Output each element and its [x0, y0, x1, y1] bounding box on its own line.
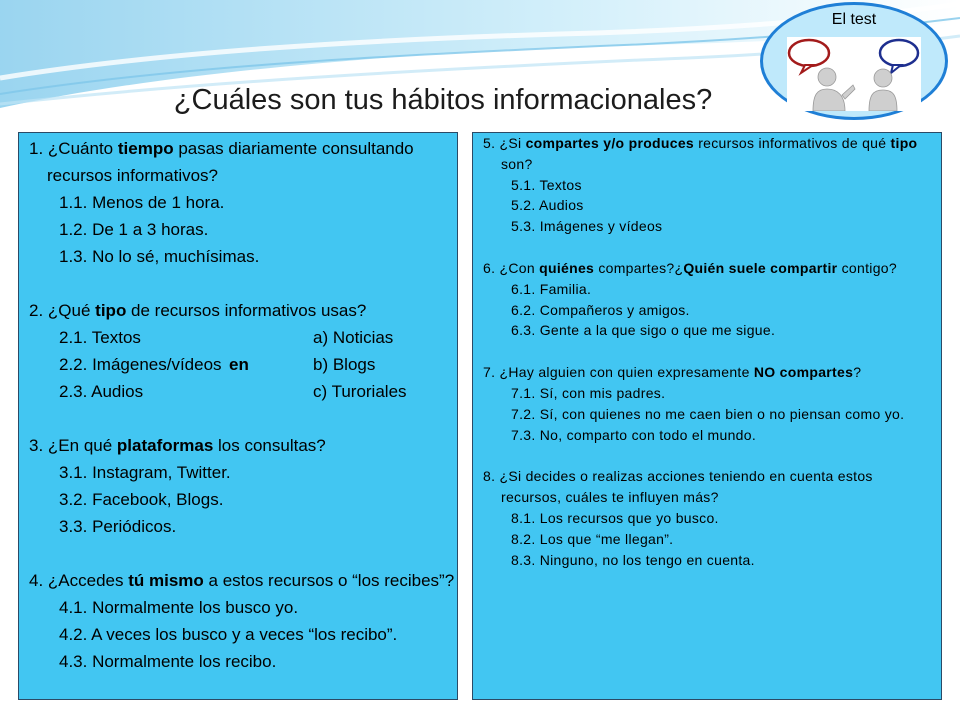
- option-row-2-1: 2.1. Textos a) Noticias: [59, 328, 394, 347]
- option-6-2: 6.2. Compañeros y amigos.: [511, 301, 690, 318]
- option-4-2: 4.2. A veces los busco y a veces “los recibo”.: [59, 625, 398, 644]
- option-1-3: 1.3. No lo sé, muchísimas.: [59, 247, 260, 266]
- option-7-3: 7.3. No, comparto con todo el mundo.: [511, 426, 757, 443]
- option-5-1: 5.1. Textos: [511, 176, 582, 193]
- question-4: 4. ¿Accedes tú mismo a estos recursos o “los recibes”?: [29, 571, 455, 590]
- question-7: 7. ¿Hay alguien con quien expresamente NO compartes?: [483, 364, 862, 381]
- option-row-2-2: 2.2. Imágenes/vídeos en b) Blogs: [59, 355, 376, 374]
- option-7-1: 7.1. Sí, con mis padres.: [511, 384, 666, 401]
- option-7-2: 7.2. Sí, con quienes no me caen bien o no piensan como yo.: [511, 405, 905, 422]
- option-row-2-3: 2.3. Audios c) Turoriales: [59, 382, 407, 401]
- option-5-2: 5.2. Audios: [511, 197, 584, 214]
- question-6: 6. ¿Con quiénes compartes?¿Quién suele compartir contigo?: [483, 259, 897, 276]
- page-title: ¿Cuáles son tus hábitos informacionales?: [173, 84, 713, 116]
- conversation-illustration: [787, 37, 921, 111]
- question-3: 3. ¿En qué plataformas los consultas?: [29, 436, 326, 455]
- person-left-icon: [813, 68, 855, 111]
- right-question-panel: [472, 132, 942, 700]
- badge-title: El test: [831, 11, 877, 28]
- test-badge: [760, 2, 948, 120]
- option-4-1: 4.1. Normalmente los busco yo.: [59, 598, 299, 617]
- question-8: 8. ¿Si decides o realizas acciones teniendo en cuenta estos recursos, cuáles te influyen más?: [483, 468, 873, 506]
- option-4-3: 4.3. Normalmente los recibo.: [59, 652, 277, 671]
- left-question-panel: [18, 132, 458, 700]
- speech-bubble-red-icon: [789, 40, 829, 73]
- question-2: 2. ¿Qué tipo de recursos informativos usas?: [29, 301, 367, 320]
- question-1: 1. ¿Cuánto tiempo pasas diariamente consultando recursos informativos?: [29, 139, 414, 185]
- option-3-2: 3.2. Facebook, Blogs.: [59, 490, 224, 509]
- option-3-1: 3.1. Instagram, Twitter.: [59, 463, 231, 482]
- option-1-1: 1.1. Menos de 1 hora.: [59, 193, 225, 212]
- person-right-icon: [869, 69, 897, 111]
- option-3-3: 3.3. Periódicos.: [59, 517, 177, 536]
- option-1-2: 1.2. De 1 a 3 horas.: [59, 220, 209, 239]
- option-5-3: 5.3. Imágenes y vídeos: [511, 218, 663, 235]
- question-5: 5. ¿Si compartes y/o produces recursos informativos de qué tipo son?: [483, 135, 918, 172]
- option-8-2: 8.2. Los que “me llegan”.: [511, 530, 674, 547]
- option-8-1: 8.1. Los recursos que yo busco.: [511, 509, 719, 526]
- option-6-1: 6.1. Familia.: [511, 280, 592, 297]
- speech-bubble-blue-icon: [880, 40, 918, 73]
- option-8-3: 8.3. Ninguno, no los tengo en cuenta.: [511, 551, 755, 568]
- option-6-3: 6.3. Gente a la que sigo o que me sigue.: [511, 322, 776, 339]
